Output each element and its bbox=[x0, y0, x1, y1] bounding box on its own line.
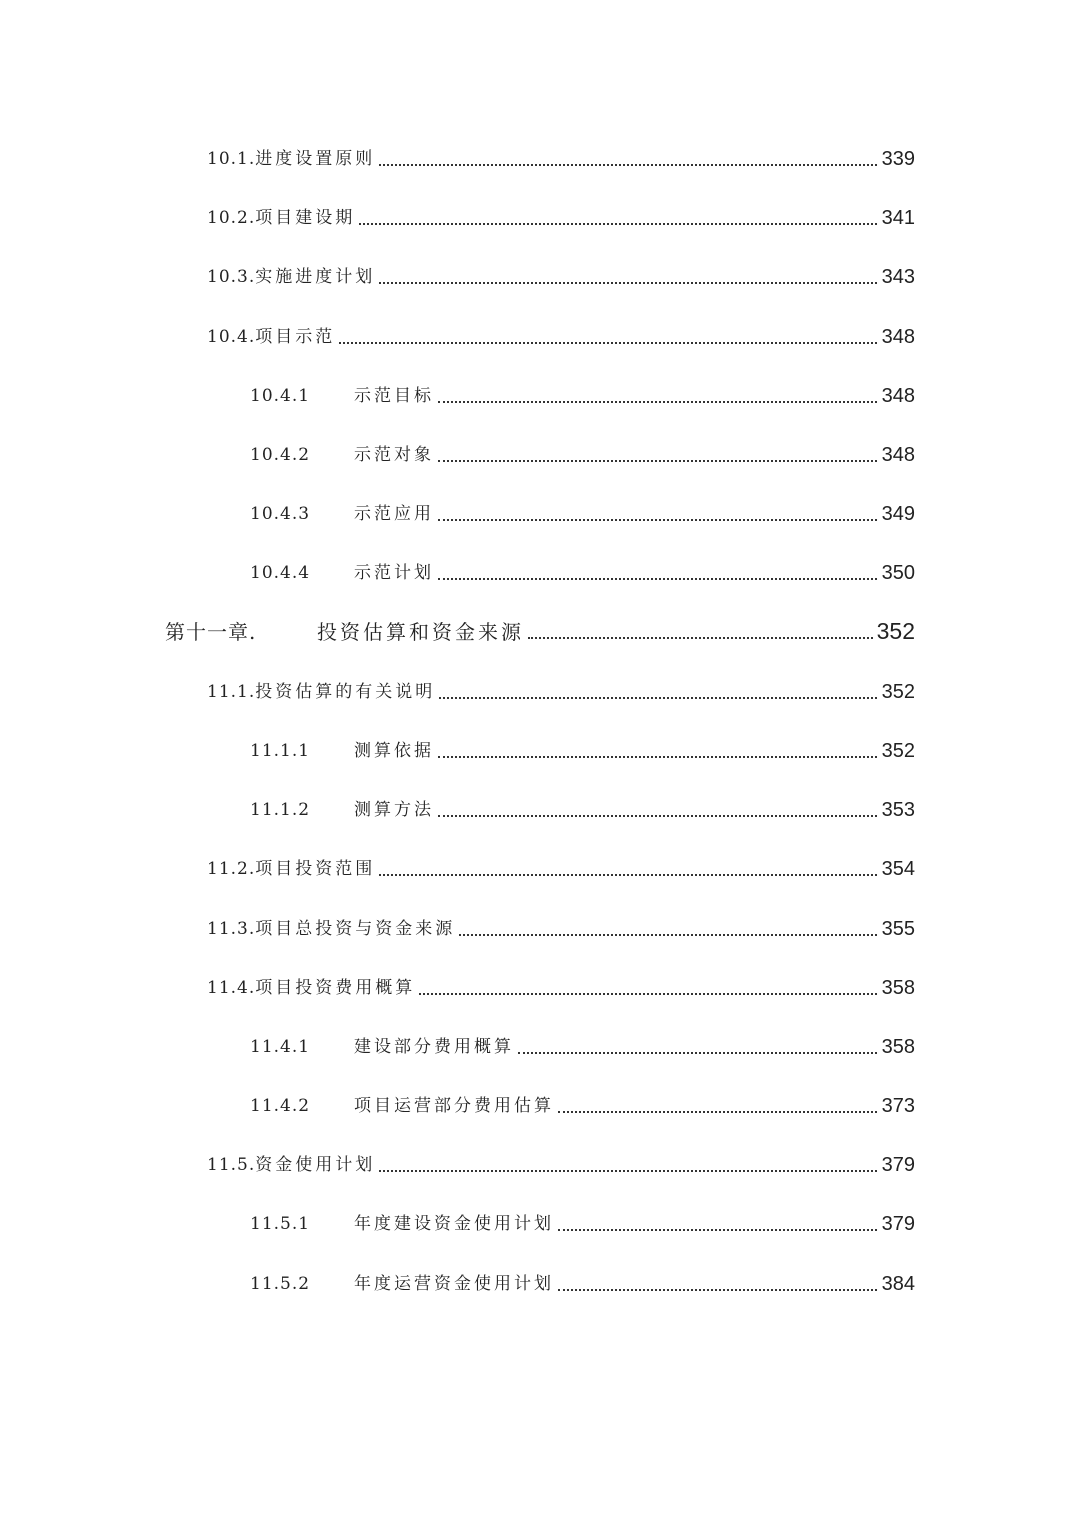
toc-entry-title: 资金使用计划 bbox=[255, 1155, 376, 1175]
toc-entry-number: 10.4.2 bbox=[250, 445, 311, 465]
toc-entry-page: 358 bbox=[881, 977, 915, 999]
dot-leader bbox=[379, 1170, 877, 1172]
toc-entry-number: 11.2. bbox=[207, 859, 256, 879]
dot-leader bbox=[439, 697, 877, 699]
toc-entry-title: 项目运营部分费用估算 bbox=[354, 1096, 554, 1116]
toc-entry[interactable] bbox=[207, 914, 915, 944]
toc-entry-title: 建设部分费用概算 bbox=[354, 1037, 514, 1057]
toc-entry[interactable] bbox=[250, 1209, 915, 1239]
toc-entry-title: 实施进度计划 bbox=[255, 267, 376, 287]
toc-entry-title: 项目投资费用概算 bbox=[255, 978, 416, 998]
toc-entry[interactable] bbox=[250, 558, 915, 588]
dot-leader bbox=[438, 756, 877, 758]
toc-entry[interactable] bbox=[207, 262, 915, 292]
toc-entry-title: 进度设置原则 bbox=[255, 149, 376, 169]
toc-entry-page: 352 bbox=[881, 681, 915, 703]
toc-entry-page: 348 bbox=[881, 444, 915, 466]
toc-entry-title: 年度运营资金使用计划 bbox=[354, 1274, 554, 1294]
toc-entry-page: 373 bbox=[881, 1095, 915, 1117]
toc-entry[interactable] bbox=[250, 499, 915, 529]
dot-leader bbox=[528, 637, 873, 639]
toc-entry-number: 10.3. bbox=[207, 267, 256, 287]
dot-leader bbox=[438, 578, 877, 580]
toc-entry-page: 348 bbox=[881, 326, 915, 348]
toc-entry-number: 11.4.1 bbox=[250, 1037, 311, 1057]
toc-entry-page: 354 bbox=[881, 858, 915, 880]
toc-entry-number: 11.5.2 bbox=[250, 1274, 311, 1294]
toc-entry-title: 示范应用 bbox=[354, 504, 434, 524]
dot-leader bbox=[438, 460, 877, 462]
dot-leader bbox=[438, 815, 877, 817]
toc-entry-number: 11.5.1 bbox=[250, 1214, 311, 1234]
toc-entry[interactable] bbox=[207, 854, 915, 884]
toc-entry-title: 测算依据 bbox=[354, 741, 434, 761]
toc-entry-page: 350 bbox=[881, 562, 915, 584]
toc-entry[interactable] bbox=[250, 736, 915, 766]
toc-entry-page: 352 bbox=[881, 740, 915, 762]
toc-entry-title: 项目建设期 bbox=[255, 208, 356, 228]
dot-leader bbox=[379, 282, 877, 284]
toc-entry-title: 年度建设资金使用计划 bbox=[354, 1214, 554, 1234]
toc-entry-page: 348 bbox=[881, 385, 915, 407]
toc-entry-page: 341 bbox=[881, 207, 915, 229]
toc-entry[interactable] bbox=[250, 1032, 915, 1062]
toc-entry[interactable] bbox=[207, 144, 915, 174]
dot-leader bbox=[558, 1289, 877, 1291]
toc-entry-number: 11.1.2 bbox=[250, 800, 311, 820]
dot-leader bbox=[379, 874, 877, 876]
toc-entry-page: 384 bbox=[881, 1273, 915, 1295]
dot-leader bbox=[459, 934, 877, 936]
toc-entry-number: 11.3. bbox=[207, 919, 256, 939]
dot-leader bbox=[518, 1052, 877, 1054]
dot-leader bbox=[558, 1111, 877, 1113]
toc-entry-page: 343 bbox=[881, 266, 915, 288]
dot-leader bbox=[379, 164, 877, 166]
dot-leader bbox=[339, 342, 877, 344]
dot-leader bbox=[419, 993, 877, 995]
toc-entry[interactable] bbox=[250, 381, 915, 411]
toc-entry[interactable] bbox=[250, 1269, 915, 1299]
toc-entry[interactable] bbox=[207, 1150, 915, 1180]
toc-entry[interactable] bbox=[250, 1091, 915, 1121]
toc-entry-number: 10.4.4 bbox=[250, 563, 311, 583]
toc-entry-number: 11.4.2 bbox=[250, 1096, 311, 1116]
toc-entry-title: 示范目标 bbox=[354, 386, 434, 406]
toc-entry[interactable] bbox=[207, 973, 915, 1003]
toc-entry-page: 379 bbox=[881, 1154, 915, 1176]
toc-entry[interactable] bbox=[207, 322, 915, 352]
toc-entry-number: 11.5. bbox=[207, 1155, 256, 1175]
toc-entry-title: 项目总投资与资金来源 bbox=[255, 919, 456, 939]
dot-leader bbox=[438, 401, 877, 403]
toc-entry-page: 358 bbox=[881, 1036, 915, 1058]
toc-entry-number: 11.4. bbox=[207, 978, 256, 998]
chapter-number: 第十一章. bbox=[165, 620, 257, 644]
toc-chapter-entry[interactable] bbox=[165, 614, 915, 648]
toc-entry-title: 示范计划 bbox=[354, 563, 434, 583]
toc-entry-title: 投资估算的有关说明 bbox=[255, 682, 436, 702]
toc-entry-page: 379 bbox=[881, 1213, 915, 1235]
toc-entry-title: 示范对象 bbox=[354, 445, 434, 465]
toc-entry[interactable] bbox=[250, 440, 915, 470]
toc-entry-number: 11.1. bbox=[207, 682, 256, 702]
chapter-title: 投资估算和资金来源 bbox=[317, 620, 524, 644]
toc-entry-number: 10.4.1 bbox=[250, 386, 311, 406]
toc-entry-title: 项目投资范围 bbox=[255, 859, 376, 879]
toc-entry-number: 10.4. bbox=[207, 327, 256, 347]
dot-leader bbox=[558, 1229, 877, 1231]
toc-entry-page: 355 bbox=[881, 918, 915, 940]
toc-entry-title: 测算方法 bbox=[354, 800, 434, 820]
toc-entry-page: 353 bbox=[881, 799, 915, 821]
dot-leader bbox=[359, 223, 877, 225]
toc-entry-page: 352 bbox=[876, 618, 915, 644]
toc-entry-page: 339 bbox=[881, 148, 915, 170]
toc-entry-page: 349 bbox=[881, 503, 915, 525]
dot-leader bbox=[438, 519, 877, 521]
toc-entry-title: 项目示范 bbox=[255, 327, 336, 347]
toc-entry-number: 10.1. bbox=[207, 149, 256, 169]
toc-entry-number: 10.4.3 bbox=[250, 504, 311, 524]
toc-entry-number: 11.1.1 bbox=[250, 741, 311, 761]
toc-entry[interactable] bbox=[207, 203, 915, 233]
toc-entry-number: 10.2. bbox=[207, 208, 256, 228]
toc-entry[interactable] bbox=[207, 677, 915, 707]
toc-entry[interactable] bbox=[250, 795, 915, 825]
